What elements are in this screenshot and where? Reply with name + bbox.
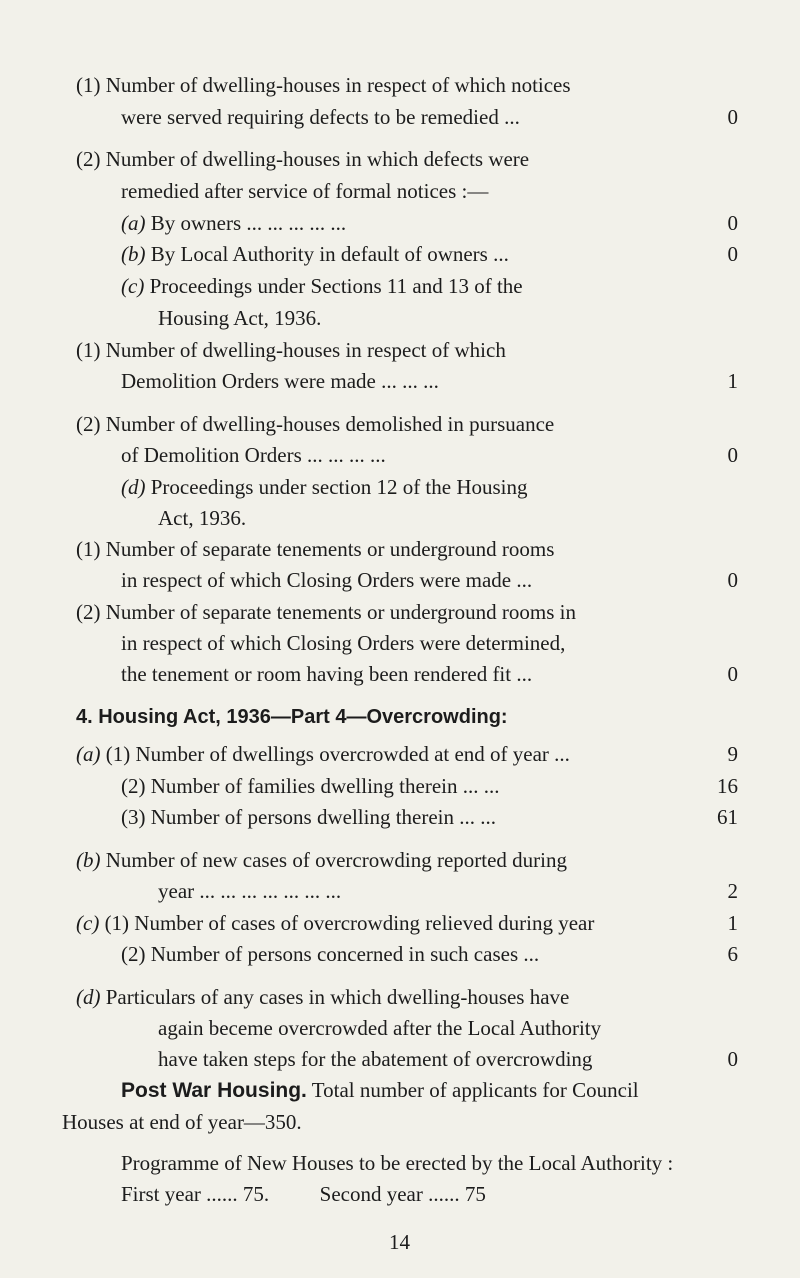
item-text: (2) Number of persons concerned in such cases ... xyxy=(121,942,540,966)
sub-label: (c) xyxy=(121,274,145,298)
page-number: 14 xyxy=(389,1230,410,1254)
item-label: (2) xyxy=(76,412,101,436)
section-4-heading: 4. Housing Act, 1936—Part 4—Overcrowding: xyxy=(76,706,508,728)
item-value: 0 xyxy=(727,1047,738,1071)
section-c-line-2 xyxy=(158,305,800,331)
item-text: have taken steps for the abatement of overcrowding xyxy=(158,1047,593,1071)
item-value: 0 xyxy=(727,443,738,467)
item-2a xyxy=(121,210,800,236)
item-text: again beceme overcrowded after the Local Authority xyxy=(158,1016,602,1040)
item-value: 0 xyxy=(727,211,738,235)
item-text: in respect of which Closing Orders were determined, xyxy=(121,631,566,655)
section-c-item-1-line-2 xyxy=(121,368,800,394)
item-1-line-2 xyxy=(121,104,800,130)
sub-label: (a) xyxy=(121,211,146,235)
item-text: Total number of applicants for Council xyxy=(311,1078,639,1102)
first-year-text: First year ...... 75. xyxy=(121,1182,270,1206)
item-value: 9 xyxy=(727,742,738,766)
item-value: 0 xyxy=(727,662,738,686)
section-4a-3 xyxy=(121,804,800,830)
section-4c-1 xyxy=(76,910,800,936)
item-text: were served requiring defects to be remedied ... xyxy=(121,105,520,129)
item-value: 1 xyxy=(727,911,738,935)
item-text: in respect of which Closing Orders were made ... xyxy=(121,568,533,592)
item-text: Number of separate tenements or underground rooms xyxy=(105,537,555,561)
section-4c-2 xyxy=(121,941,800,967)
item-2b xyxy=(121,241,800,267)
section-d-item-1-line-1 xyxy=(76,536,800,562)
item-value: 2 xyxy=(727,879,738,903)
item-text: Particulars of any cases in which dwelling-houses have xyxy=(105,985,570,1009)
item-text: Act, 1936. xyxy=(158,506,247,530)
item-text: Proceedings under section 12 of the Housing xyxy=(150,475,528,499)
item-text: Houses at end of year—350. xyxy=(62,1110,302,1134)
item-label: (1) xyxy=(76,73,101,97)
section-d-item-2-line-2 xyxy=(121,630,800,656)
item-value: 0 xyxy=(727,105,738,129)
item-1-line-1 xyxy=(76,72,800,98)
item-text: Proceedings under Sections 11 and 13 of the xyxy=(149,274,523,298)
item-label: (1) xyxy=(76,338,101,362)
second-year-text: Second year ...... 75 xyxy=(319,1182,486,1206)
item-2-line-1 xyxy=(76,146,800,172)
item-label: (1) xyxy=(76,537,101,561)
item-label: (2) xyxy=(76,600,101,624)
sub-label: (a) xyxy=(76,742,101,766)
section-4b-line-2 xyxy=(158,878,800,904)
item-text: (3) Number of persons dwelling therein ... ... xyxy=(121,805,496,829)
item-2-line-2 xyxy=(121,178,800,204)
item-text: the tenement or room having been rendered fit ... xyxy=(121,662,533,686)
section-d-line-2 xyxy=(158,505,800,531)
sub-label: (b) xyxy=(76,848,101,872)
item-text: (1) Number of cases of overcrowding relieved during year xyxy=(104,911,595,935)
item-text: (1) Number of dwellings overcrowded at end of year ... xyxy=(105,742,570,766)
section-d-item-1-line-2 xyxy=(121,567,800,593)
item-value: 6 xyxy=(727,942,738,966)
item-text: remedied after service of formal notices :— xyxy=(121,179,489,203)
item-text: Number of separate tenements or underground rooms in xyxy=(105,600,576,624)
item-text: By Local Authority in default of owners ... xyxy=(150,242,509,266)
item-value: 0 xyxy=(727,568,738,592)
section-c-item-2-line-2 xyxy=(121,442,800,468)
item-text: Number of dwelling-houses in respect of which xyxy=(105,338,506,362)
post-war-heading: Post War Housing. xyxy=(121,1079,307,1102)
sub-label: (d) xyxy=(121,475,146,499)
section-4d-line-3 xyxy=(158,1046,800,1072)
item-value: 16 xyxy=(717,774,738,798)
item-value: 1 xyxy=(727,369,738,393)
programme-line xyxy=(121,1150,800,1176)
item-text: Number of dwelling-houses demolished in pursuance xyxy=(105,412,555,436)
section-4d-line-1 xyxy=(76,984,800,1010)
section-d-line-1 xyxy=(121,474,800,500)
item-text: (2) Number of families dwelling therein ... ... xyxy=(121,774,500,798)
post-war-line-1 xyxy=(121,1077,800,1104)
item-value: 0 xyxy=(727,242,738,266)
item-text: Number of new cases of overcrowding reported during xyxy=(105,848,568,872)
sub-label: (c) xyxy=(76,911,100,935)
programme-years xyxy=(121,1181,800,1207)
item-text: of Demolition Orders ... ... ... ... xyxy=(121,443,386,467)
item-text: Housing Act, 1936. xyxy=(158,306,322,330)
item-text: Number of dwelling-houses in respect of which notices xyxy=(105,73,571,97)
item-text: Demolition Orders were made ... ... ... xyxy=(121,369,439,393)
item-value: 61 xyxy=(717,805,738,829)
item-label: (2) xyxy=(76,147,101,171)
section-c-item-1-line-1 xyxy=(76,337,800,363)
sub-label: (d) xyxy=(76,985,101,1009)
section-4a-2 xyxy=(121,773,800,799)
item-text: year ... ... ... ... ... ... ... xyxy=(158,879,342,903)
section-d-item-2-line-1 xyxy=(76,599,800,625)
sub-label: (b) xyxy=(121,242,146,266)
item-text: Number of dwelling-houses in which defects were xyxy=(105,147,530,171)
item-text: Programme of New Houses to be erected by the Local Authority : xyxy=(121,1151,674,1175)
section-4b-line-1 xyxy=(76,847,800,873)
section-d-item-2-line-3 xyxy=(121,661,800,687)
section-c-line-1 xyxy=(121,273,800,299)
section-4d-line-2 xyxy=(158,1015,800,1041)
section-c-item-2-line-1 xyxy=(76,411,800,437)
section-4a-1 xyxy=(76,741,800,767)
item-text: By owners ... ... ... ... ... xyxy=(150,211,347,235)
post-war-line-2 xyxy=(62,1109,800,1135)
